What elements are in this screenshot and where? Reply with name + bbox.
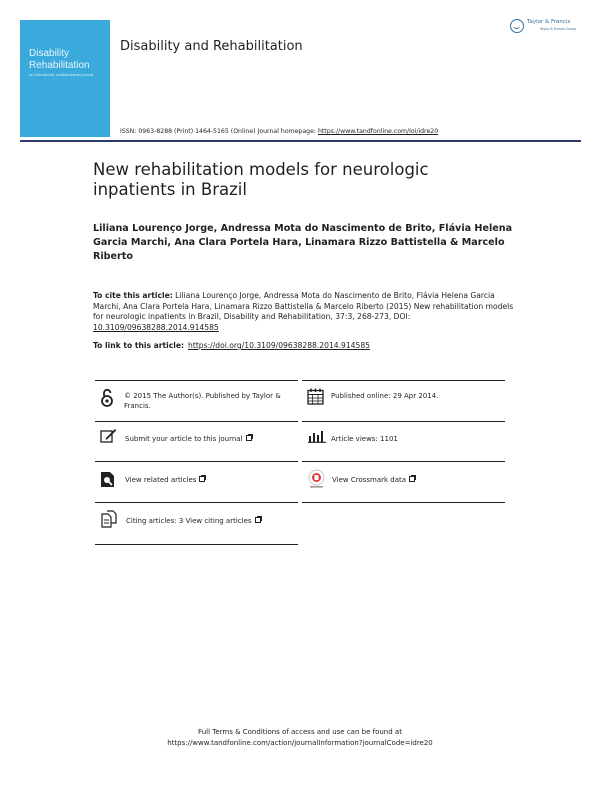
divider [302, 502, 505, 503]
cover-title-line1: Disability [29, 48, 70, 59]
related-articles-label: View related articles [125, 476, 197, 484]
issn-text: ISSN: 0963-8288 (Print) 1464-5165 (Online) Journal homepage: [120, 128, 318, 135]
divider [302, 461, 505, 462]
divider [95, 421, 298, 422]
crossmark-icon [308, 469, 325, 489]
footer-terms-text: Full Terms & Conditions of access and use can be found at [198, 728, 402, 736]
crossmark-label: View Crossmark data [332, 476, 407, 484]
article-views: Article views: 1101 [331, 435, 398, 443]
open-access-icon [100, 388, 114, 408]
related-articles-link[interactable] [125, 475, 205, 485]
citation-text: Liliana Lourenço Jorge, Andressa Mota do Nascimento de Brito, Flávia Helena Garcia Marchi, Ana Clara Portela Hara, Linamara Rizzo Battistella & Marcelo Riberto (2015) New rehabilitation models for neurologic inpatients in Brazil, Disability and Rehabilitation, 37:3, 268-273, DOI: [93, 291, 514, 322]
cover-title-line2: Rehabilitation [29, 60, 90, 71]
related-search-icon [100, 471, 116, 488]
external-link-icon [255, 517, 261, 523]
published-date: Published online: 29 Apr 2014. [331, 392, 439, 400]
external-link-icon [246, 435, 252, 441]
divider [95, 461, 298, 462]
publisher-logo[interactable] [510, 17, 588, 37]
edit-icon [100, 428, 117, 444]
license-text: © 2015 The Author(s). Published by Taylor & Francis. [124, 392, 281, 410]
submit-article-label: Submit your article to this journal [125, 435, 243, 443]
divider [95, 380, 298, 381]
submit-article-link[interactable] [125, 434, 252, 444]
divider [302, 421, 505, 422]
cover-subtitle: An international, multidisciplinary journal [29, 73, 94, 77]
article-title: New rehabilitation models for neurologic inpatients in Brazil [93, 160, 429, 199]
external-link-icon [409, 476, 415, 482]
link-label: To link to this article: [93, 341, 185, 350]
article-authors: Liliana Lourenço Jorge, Andressa Mota do Nascimento de Brito, Flávia Helena Garcia Marchi, Ana Clara Portela Hara, Linamara Rizzo Battistella & Marcelo Riberto [93, 223, 513, 262]
citation-label: To cite this article: [93, 291, 173, 300]
bar-chart-icon [308, 430, 326, 443]
external-link-icon [199, 476, 205, 482]
article-link-line [93, 341, 370, 350]
header-divider [20, 140, 581, 142]
publisher-logo-icon [510, 19, 524, 33]
divider [95, 502, 298, 503]
citing-articles-icon [101, 510, 118, 528]
publisher-logo-name: Taylor & Francis [527, 19, 571, 25]
citing-articles-link[interactable] [126, 516, 261, 526]
calendar-icon [307, 388, 324, 405]
crossmark-link[interactable] [332, 475, 415, 485]
citation-doi-link[interactable]: 10.3109/09638288.2014.914585 [93, 322, 219, 332]
citation-block [93, 291, 523, 333]
issn-line [120, 128, 438, 135]
article-doi-link[interactable]: https://doi.org/10.3109/09638288.2014.914585 [188, 341, 371, 350]
divider [95, 544, 298, 545]
divider [302, 380, 505, 381]
footer [0, 727, 600, 749]
footer-terms-link[interactable]: https://www.tandfonline.com/action/journalInformation?journalCode=idre20 [167, 739, 433, 747]
journal-cover-image [20, 20, 110, 137]
journal-homepage-link[interactable]: https://www.tandfonline.com/loi/idre20 [317, 128, 439, 135]
citing-articles-label: Citing articles: 3 View citing articles [126, 517, 252, 525]
journal-title[interactable]: Disability and Rehabilitation [120, 39, 303, 54]
publisher-logo-group: Taylor & Francis Group [540, 27, 576, 31]
